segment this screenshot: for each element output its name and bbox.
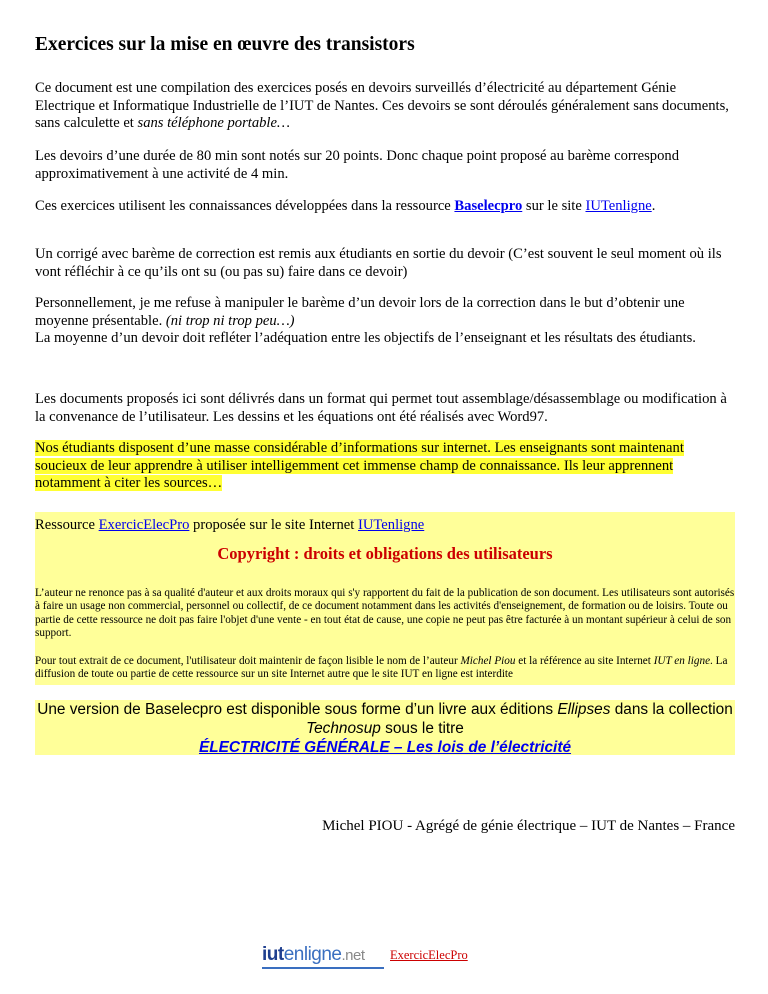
highlight-paragraph	[35, 440, 735, 493]
book-title-link[interactable]: ÉLECTRICITÉ GÉNÉRALE – Les lois de l’électricité	[198, 739, 572, 756]
book-publisher: Ellipses	[557, 701, 611, 718]
book-line-3	[35, 738, 735, 757]
extract-text-c: . La diffusion de toute ou partie de cette ressource sur un site Internet autre que le site IUT en ligne est interdite	[35, 655, 728, 681]
book-line-2-end: sous le titre	[380, 720, 464, 737]
copyright-box	[35, 512, 735, 685]
logo-net: .net	[341, 947, 365, 964]
book-collection: Technosup	[306, 720, 381, 737]
highlighted-text: Nos étudiants disposent d’une masse considérable d’informations sur internet. Les enseignants sont maintenant soucieux de leur apprendre à utiliser intelligemment cet immense champ de connaissance. Ils leur apprennent notamment à citer les sources…	[35, 440, 684, 491]
grading-text: Personnellement, je me refuse à manipuler le barème d’un devoir lors de la correction dans le but d’obtenir une moyenne présentable.	[35, 295, 685, 329]
book-line-2	[35, 719, 735, 738]
extract-site: IUT en ligne	[653, 655, 711, 667]
duration-paragraph: Les devoirs d’une durée de 80 min sont notés sur 20 points. Donc chaque point proposé au barème correspond approximativement à une activité de 4 min.	[35, 148, 679, 182]
book-line-1-end: dans la collection	[610, 701, 733, 718]
footer-exercicelecpro-link[interactable]: ExercicElecPro	[390, 948, 468, 962]
grading-italic: (ni trop ni trop peu…)	[165, 312, 295, 329]
intro-italic: sans téléphone portable…	[137, 115, 290, 131]
extract-author: Michel Piou	[460, 655, 516, 667]
iutenligne-link[interactable]: IUTenligne	[585, 198, 652, 214]
resources-text-middle: sur le site	[522, 198, 586, 214]
footer	[262, 944, 476, 968]
copyright-heading: Copyright : droits et obligations des utilisateurs	[217, 544, 553, 563]
resources-paragraph	[35, 198, 735, 216]
iutenligne-logo[interactable]	[262, 944, 365, 966]
author-signature: Michel PIOU - Agrégé de génie électrique – IUT de Nantes – France	[322, 818, 735, 834]
grading-paragraph	[35, 295, 735, 348]
logo-underline	[262, 967, 384, 969]
page-title: Exercices sur la mise en œuvre des transistors	[35, 34, 415, 55]
correction-paragraph: Un corrigé avec barème de correction est remis aux étudiants en sortie du devoir (C’est souvent le seul moment où ils vont réfléchir à ce qu’ils ont su (ou pas su) faire dans ce devoir)	[35, 246, 722, 280]
exercicelecpro-link[interactable]: ExercicElecPro	[98, 517, 190, 533]
intro-text: Ce document est une compilation des exercices posés en devoirs surveillés d’électricité au département Génie Electrique et Informatique Industrielle de l’IUT de Nantes. Ces devoirs se sont déroulés généralement sans documents, sans calculette et	[35, 80, 729, 131]
copyright-extract-text	[35, 655, 735, 682]
book-line-1-text: Une version de Baselecpro est disponible sous forme d’un livre aux éditions	[37, 701, 558, 718]
iutenligne-box-link[interactable]: IUTenligne	[358, 517, 425, 533]
resources-text-end: .	[651, 198, 656, 214]
extract-text-b: et la référence au site Internet	[515, 655, 654, 667]
resources-text: Ces exercices utilisent les connaissances développées dans la ressource	[35, 198, 455, 214]
resource-line-text: Ressource	[35, 517, 99, 533]
baselecpro-link[interactable]: Baselecpro	[454, 198, 523, 214]
logo-pre: iut	[262, 944, 284, 965]
logo-mid: enligne	[283, 944, 342, 965]
extract-text-a: Pour tout extrait de ce document, l'utilisateur doit maintenir de façon lisible le nom de l’auteur	[35, 655, 461, 667]
book-line-1	[35, 700, 735, 719]
format-paragraph: Les documents proposés ici sont délivrés dans un format qui permet tout assemblage/désassemblage ou modification à la convenance de l’utilisateur. Les dessins et les équations ont été réalisés avec Word97.	[35, 391, 727, 425]
intro-paragraph	[35, 80, 735, 133]
book-box	[35, 700, 735, 755]
resource-line	[35, 517, 424, 534]
copyright-text: L’auteur ne renonce pas à sa qualité d'auteur et aux droits moraux qui s'y rapportent du fait de la publication de son document. Les utilisateurs sont autorisés à faire un usage non commercial, personnel ou collectif, de ce document notamment dans les activités d'enseignement, de formation ou de loisirs. Toute ou partie de cette ressource ne doit pas faire l'objet d'une vente - en tout état de cause, une copie ne peut pas être facturée à un montant supérieur à celui de son support.	[35, 587, 735, 639]
grading-text-line2: La moyenne d’un devoir doit refléter l’adéquation entre les objectifs de l’enseignant et les résultats des étudiants.	[35, 330, 696, 346]
resource-line-middle: proposée sur le site Internet	[189, 517, 358, 533]
